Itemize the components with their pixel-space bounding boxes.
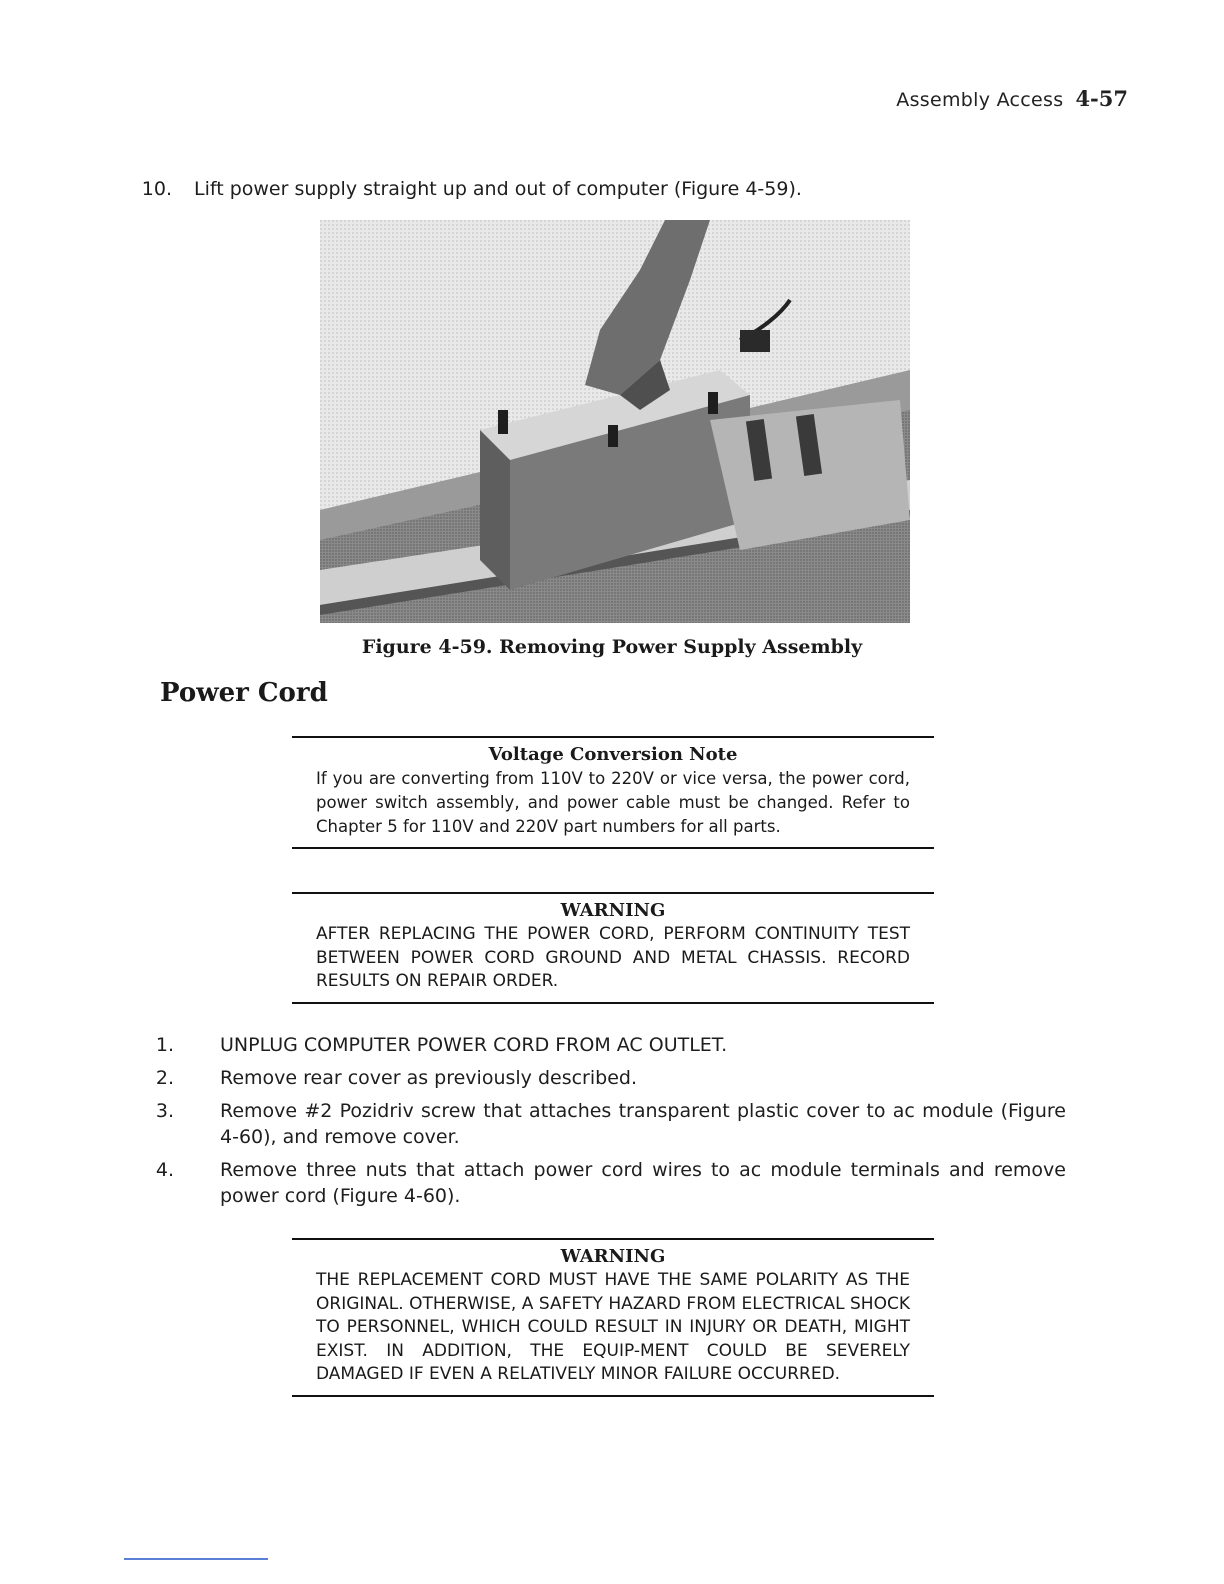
- step-number: 2.: [155, 1067, 174, 1089]
- step-text: Remove three nuts that attach power cord wires to ac module terminals and remove power cord (Figure 4-60).: [220, 1159, 1066, 1207]
- step-4: [150, 1157, 1066, 1209]
- step-text: Lift power supply straight up and out of computer (Figure 4-59).: [194, 178, 802, 200]
- step-number: 3.: [155, 1100, 174, 1122]
- note-body: If you are converting from 110V to 220V or vice versa, the power cord, power switch assembly, and power cable must be changed. Refer to Chapter 5 for 110V and 220V part numbers for all parts.: [316, 769, 910, 836]
- step-text: Remove #2 Pozidriv screw that attaches transparent plastic cover to ac module (Figure 4-60), and remove cover.: [220, 1100, 1066, 1148]
- note-title: Voltage Conversion Note: [488, 744, 738, 765]
- step-2: [150, 1065, 1066, 1091]
- step-number: 10.: [141, 178, 172, 200]
- warning-box-continuity: [292, 892, 934, 1004]
- step-3: [150, 1098, 1066, 1150]
- warning-body: AFTER REPLACING THE POWER CORD, PERFORM CONTINUITY TEST BETWEEN POWER CORD GROUND AND METAL CHASSIS. RECORD RESULTS ON REPAIR ORDER.: [316, 924, 910, 991]
- figure-caption: Figure 4-59. Removing Power Supply Assembly: [361, 636, 863, 658]
- page-number: 4-57: [1075, 86, 1128, 111]
- warning-box-polarity: [292, 1238, 934, 1397]
- step-10: [136, 176, 1096, 202]
- step-1: [150, 1032, 1066, 1058]
- warning-body: THE REPLACEMENT CORD MUST HAVE THE SAME POLARITY AS THE ORIGINAL. OTHERWISE, A SAFETY HAZARD FROM ELECTRICAL SHOCK TO PERSONNEL, WHICH COULD RESULT IN INJURY OR DEATH, MIGHT EXIST. IN ADDITION, THE EQUIP-MENT COULD BE SEVERELY DAMAGED IF EVEN A RELATIVELY MINOR FAILURE OCCURRED.: [316, 1270, 910, 1384]
- warning-title: WARNING: [560, 1246, 666, 1267]
- header-section-title: Assembly Access: [896, 89, 1064, 111]
- section-title-power-cord: Power Cord: [160, 678, 328, 708]
- step-number: 1.: [155, 1034, 174, 1056]
- voltage-conversion-note: [292, 736, 934, 849]
- figure-power-supply-photo: [320, 220, 910, 623]
- step-number: 4.: [155, 1159, 174, 1181]
- step-text: Remove rear cover as previously described.: [220, 1067, 637, 1089]
- power-supply-photo-illustration: [320, 220, 910, 623]
- step-text: UNPLUG COMPUTER POWER CORD FROM AC OUTLET.: [220, 1034, 728, 1056]
- running-header: [896, 86, 1128, 111]
- warning-title: WARNING: [560, 900, 666, 921]
- footer-rule: [124, 1558, 268, 1560]
